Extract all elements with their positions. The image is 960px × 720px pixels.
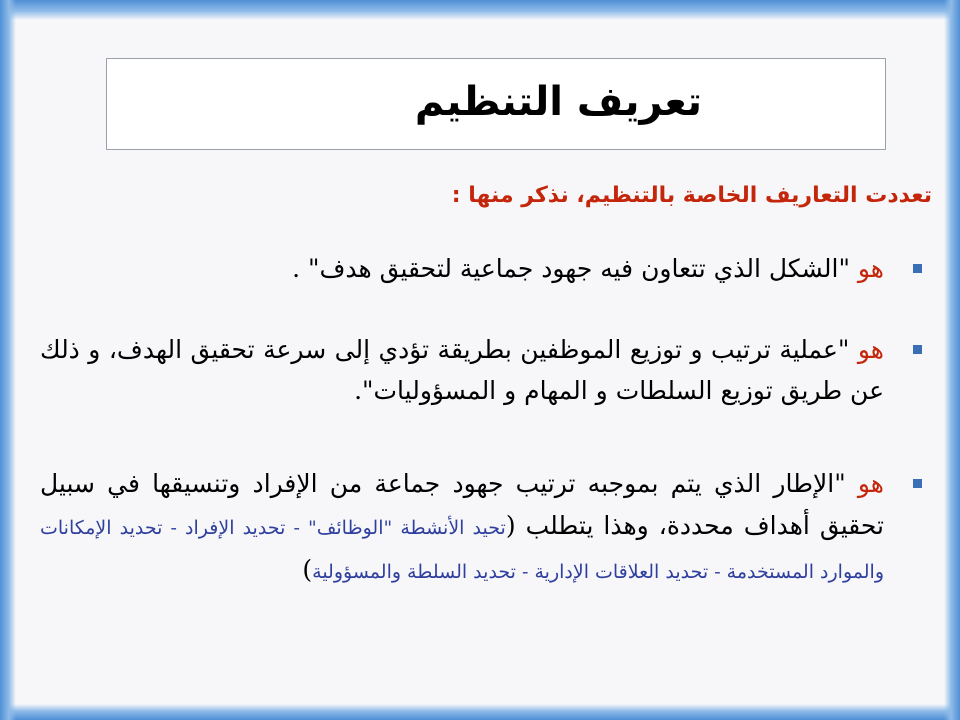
slide-title: تعريف التنظيم: [414, 79, 702, 125]
frame-left-bar: [0, 0, 16, 720]
square-bullet-icon: [913, 264, 922, 273]
intro-text: تعددت التعاريف الخاصة بالتنظيم، نذكر منها :: [451, 183, 932, 208]
item-lead-word: هو: [857, 469, 884, 498]
list-item: [40, 248, 922, 289]
item-text: "عملية ترتيب و توزيع الموظفين بطريقة تؤدي إلى سرعة تحقيق الهدف، و ذلك عن طريق توزيع السلطات و المهام و المسؤوليات".: [40, 335, 884, 405]
square-bullet-icon: [913, 479, 922, 488]
item-detail-text: تحيد الأنشطة "الوظائف" - تحديد الإفراد - تحديد الإمكانات والموارد المستخدمة - تحديد العلاقات الإدارية - تحديد السلطة والمسؤولية: [40, 517, 884, 583]
item-text: "الشكل الذي تتعاون فيه جهود جماعية لتحقيق هدف" .: [292, 254, 858, 283]
definition-list: [40, 248, 922, 593]
item-text: "الإطار الذي يتم بموجبه ترتيب جهود جماعة من الإفراد وتنسيقها في سبيل تحقيق أهداف محددة، وهذا يتطلب (: [40, 469, 884, 540]
frame-bottom-bar: [0, 704, 960, 720]
frame-right-bar: [944, 0, 960, 720]
item-closing-paren: ): [302, 555, 313, 584]
list-item: [40, 463, 922, 593]
frame-top-bar: [0, 0, 960, 20]
item-lead-word: هو: [857, 254, 884, 283]
list-item: [40, 329, 922, 411]
item-lead-word: هو: [857, 335, 884, 364]
square-bullet-icon: [913, 345, 922, 354]
